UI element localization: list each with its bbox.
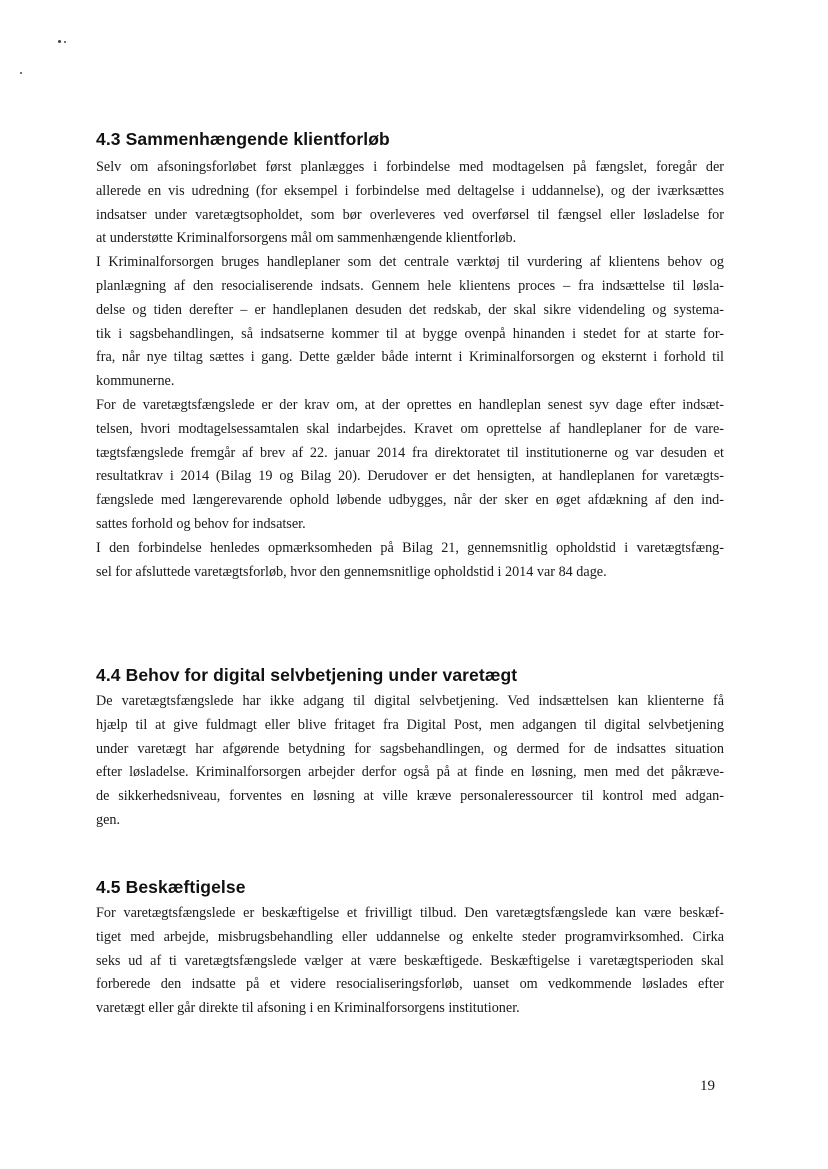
- section-body: [96, 902, 724, 1021]
- text-line: planlægning af den resocialiserende indsats. Gennem hele klientens proces – fra indsættelse til løsla-: [96, 277, 724, 294]
- text-line: telsen, hvori modtagelsessamtalen skal indarbejdes. Kravet om oprettelse af handleplaner for de vare-: [96, 420, 724, 437]
- text-line: fængslede med længerevarende ophold løbende udbygges, når der sker en øget afdækning af den ind-: [96, 492, 724, 509]
- paragraph: [96, 156, 724, 251]
- text-line: kommunerne.: [96, 373, 175, 390]
- section-4-5: [96, 877, 724, 1021]
- section-heading: 4.4 Behov for digital selvbetjening under varetægt: [96, 665, 518, 685]
- text-line: allerede en vis udredning (for eksempel i forbindelse med deltagelse i uddannelse), og der iværksættes: [96, 182, 724, 199]
- section-body: [96, 690, 724, 833]
- page-number: 19: [700, 1078, 715, 1094]
- paragraph: [96, 537, 724, 585]
- section-heading: 4.5 Beskæftigelse: [96, 877, 246, 897]
- scan-speck: [20, 72, 22, 74]
- text-line: tik i sagsbehandlingen, så indsatserne kommer til at bygge ovenpå hinanden i stedet for at starte for-: [96, 325, 724, 342]
- text-line: seks ud af ti varetægtsfængslede vælger at være beskæftigede. Beskæftigelse i varetægtsperioden skal: [96, 952, 724, 969]
- text-line: I Kriminalforsorgen bruges handleplaner som det centrale værktøj til vurdering af klientens behov og: [96, 254, 724, 271]
- text-line: indsatser under varetægtsopholdet, som bør overleveres ved overførsel til fængsel eller løsladelse for: [96, 206, 724, 223]
- text-line: delse og tiden derefter – er handleplanen desuden det redskab, der skal sikre videndeling og systema-: [96, 301, 724, 318]
- text-line: hjælp til at give fuldmagt eller blive fritaget fra Digital Post, men adgangen til digital selvbetjening: [96, 716, 724, 733]
- text-line: at understøtte Kriminalforsorgens mål om sammenhængende klientforløb.: [96, 230, 517, 247]
- section-4-3: [96, 129, 724, 584]
- text-line: sattes forhold og behov for indsatser.: [96, 515, 306, 532]
- paragraph: [96, 394, 724, 537]
- text-line: De varetægtsfængslede har ikke adgang til digital selvbetjening. Ved indsættelsen kan klienterne få: [96, 693, 724, 709]
- text-line: fra, når nye tiltag sættes i gang. Dette gælder både internt i Kriminalforsorgen og eksternt i forhold til: [96, 349, 724, 366]
- text-line: forberede den indsatte på et videre resocialiseringsforløb, uanset om vedkommende løslades efter: [96, 976, 724, 993]
- text-line: sel for afsluttede varetægtsforløb, hvor den gennemsnitlige opholdstid i 2014 var 84 dage.: [96, 563, 607, 580]
- paragraph: [96, 902, 724, 1021]
- text-line: For de varetægtsfængslede er der krav om, at der oprettes en handleplan senest syv dage efter indsæt-: [96, 396, 724, 413]
- text-line: resultatkrav i 2014 (Bilag 19 og Bilag 20). Derudover er det hensigten, at handleplanen for varetægts-: [96, 468, 724, 485]
- text-line: tægtsfængslede fremgår af brev af 22. januar 2014 fra direktoratet til institutionerne og var desuden et: [96, 444, 724, 461]
- text-line: under varetægt har afgørende betydning for sagsbehandlingen, og dermed for de indsattes situation: [96, 740, 724, 757]
- section-body: [96, 156, 724, 584]
- text-line: Selv om afsoningsforløbet først planlægges i forbindelse med modtagelsen på fængslet, foregår der: [96, 159, 724, 175]
- section-4-4: [96, 665, 724, 833]
- scan-speck: [58, 40, 61, 43]
- text-line: gen.: [96, 811, 121, 828]
- text-line: For varetægtsfængslede er beskæftigelse et frivilligt tilbud. Den varetægtsfængslede kan være beskæf-: [96, 905, 724, 921]
- scan-speck: [64, 41, 66, 43]
- text-line: de sikkerhedsniveau, forventes en løsning at ville kræve personaleressourcer til kontrol med adgan-: [96, 788, 724, 805]
- text-line: I den forbindelse henledes opmærksomheden på Bilag 21, gennemsnitlig opholdstid i varetægtsfæng-: [96, 539, 724, 556]
- text-line: tiget med arbejde, misbrugsbehandling eller uddannelse og enkelte steder programvirksomhed. Cirka: [96, 928, 724, 945]
- paragraph: [96, 251, 724, 394]
- section-heading: 4.3 Sammenhængende klientforløb: [96, 129, 390, 149]
- text-line: varetægt eller går direkte til afsoning i en Kriminalforsorgens institutioner.: [96, 1000, 520, 1017]
- text-line: efter løsladelse. Kriminalforsorgen arbejder derfor også på at finde en løsning, men med det påkræve-: [96, 764, 724, 781]
- paragraph: [96, 690, 724, 833]
